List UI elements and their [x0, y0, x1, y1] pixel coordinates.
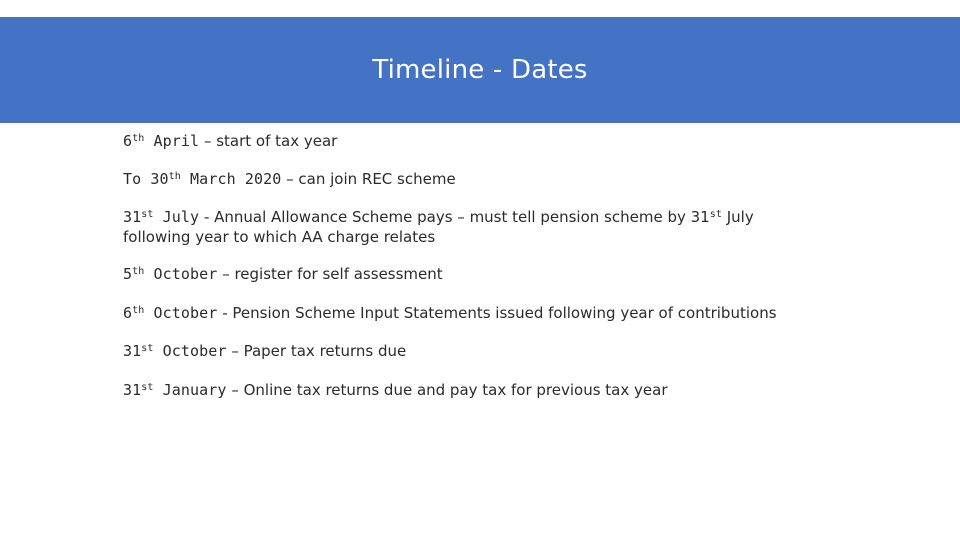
timeline-item — [123, 380, 923, 400]
timeline-item — [123, 131, 923, 151]
timeline-item — [123, 207, 923, 247]
item-description: – Paper tax returns due — [226, 342, 407, 360]
item-date: 6th October — [123, 304, 218, 322]
item-date: To 30th March 2020 — [123, 170, 282, 188]
item-date: 6th April — [123, 132, 200, 150]
slide-title: Timeline - Dates — [372, 55, 588, 85]
item-description: – register for self assessment — [217, 265, 443, 283]
item-description: - Annual Allowance Scheme pays – must tell pension scheme by 31st July — [199, 208, 754, 226]
timeline-item — [123, 264, 923, 284]
timeline-item — [123, 169, 923, 189]
timeline-item — [123, 341, 923, 361]
item-date: 5th October — [123, 265, 218, 283]
item-description: - Pension Scheme Input Statements issued following year of contributions — [217, 304, 777, 322]
timeline-item — [123, 303, 923, 323]
item-date: 31st July — [123, 208, 200, 226]
item-date: 31st January — [123, 381, 227, 399]
title-bar — [0, 17, 960, 123]
item-description: – start of tax year — [199, 132, 338, 150]
item-date: 31st October — [123, 342, 227, 360]
item-description: – can join REC scheme — [281, 170, 456, 188]
item-description: – Online tax returns due and pay tax for previous tax year — [226, 381, 668, 399]
item-description-continued: following year to which AA charge relates — [123, 228, 436, 246]
